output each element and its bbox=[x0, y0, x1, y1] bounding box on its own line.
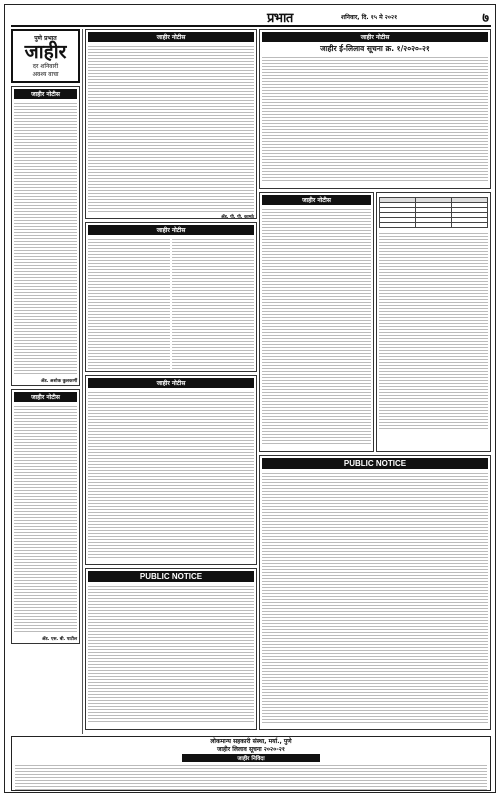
public-notice-heading: PUBLIC NOTICE bbox=[88, 571, 254, 582]
brand-sub: दर शनिवारी bbox=[32, 63, 59, 70]
notice-heading: जाहीर नोटीस bbox=[14, 89, 77, 99]
bottom-title: लोकमान्य सहकारी संस्था, मर्या., पुणे bbox=[210, 738, 292, 745]
notice-signature: ॲड. अशोक कुलकर्णी bbox=[40, 379, 77, 384]
notice-c2-public bbox=[85, 568, 257, 730]
notice-body bbox=[14, 101, 77, 376]
brand-sub2: अवश्य वाचा bbox=[32, 71, 59, 78]
brand-top: पुणे प्रभात bbox=[34, 35, 57, 42]
column-left bbox=[11, 29, 83, 734]
notice-signature: ॲड. पी. पी. कामठे bbox=[220, 215, 254, 219]
brand-box bbox=[11, 29, 80, 83]
bottom-heading: जाहीर निविदा bbox=[182, 754, 320, 762]
notice-heading: जाहीर नोटीस bbox=[88, 32, 254, 42]
newspaper-logo: प्रभात bbox=[267, 11, 293, 26]
notice-body bbox=[88, 44, 254, 212]
notice-c2-1 bbox=[85, 29, 257, 219]
bottom-advert bbox=[11, 736, 491, 791]
notice-c3-public bbox=[259, 455, 491, 730]
notice-c1-2 bbox=[11, 389, 80, 644]
notice-c2-3 bbox=[85, 375, 257, 565]
notice-c1-1 bbox=[11, 86, 80, 386]
notice-heading: जाहीर नोटीस bbox=[262, 32, 488, 42]
notice-heading: जाहीर नोटीस bbox=[88, 225, 254, 235]
bottom-subtitle: जाहीर लिलाव सूचना २०२०-२१ bbox=[216, 746, 285, 753]
notice-c3-1 bbox=[259, 29, 491, 189]
notice-body bbox=[14, 404, 77, 634]
public-notice-heading: PUBLIC NOTICE bbox=[262, 458, 488, 469]
masthead bbox=[11, 7, 491, 27]
schedule-table bbox=[379, 197, 488, 228]
right-split bbox=[259, 192, 491, 455]
notice-c2-2 bbox=[85, 222, 257, 372]
notice-c3-table bbox=[376, 192, 491, 452]
notice-heading: जाहीर नोटीस bbox=[262, 195, 371, 205]
issue-date: शनिवार, दि. १५ मे २०२१ bbox=[341, 14, 398, 21]
notice-two-col bbox=[88, 237, 254, 372]
newspaper-page bbox=[4, 4, 496, 793]
notice-heading: जाहीर नोटीस bbox=[14, 392, 77, 402]
page-number: ७ bbox=[482, 11, 489, 26]
column-middle bbox=[85, 29, 257, 734]
notice-heading: जाहीर नोटीस bbox=[88, 378, 254, 388]
brand-main: जाहीर bbox=[24, 41, 67, 63]
notice-title: जाहीर ई-लिलाव सूचना क्र. १/२०२०-२१ bbox=[320, 44, 430, 53]
notice-signature: ॲड. एस. बी. पाटील bbox=[41, 637, 77, 642]
column-right bbox=[259, 29, 491, 734]
notice-c3-2 bbox=[259, 192, 374, 452]
